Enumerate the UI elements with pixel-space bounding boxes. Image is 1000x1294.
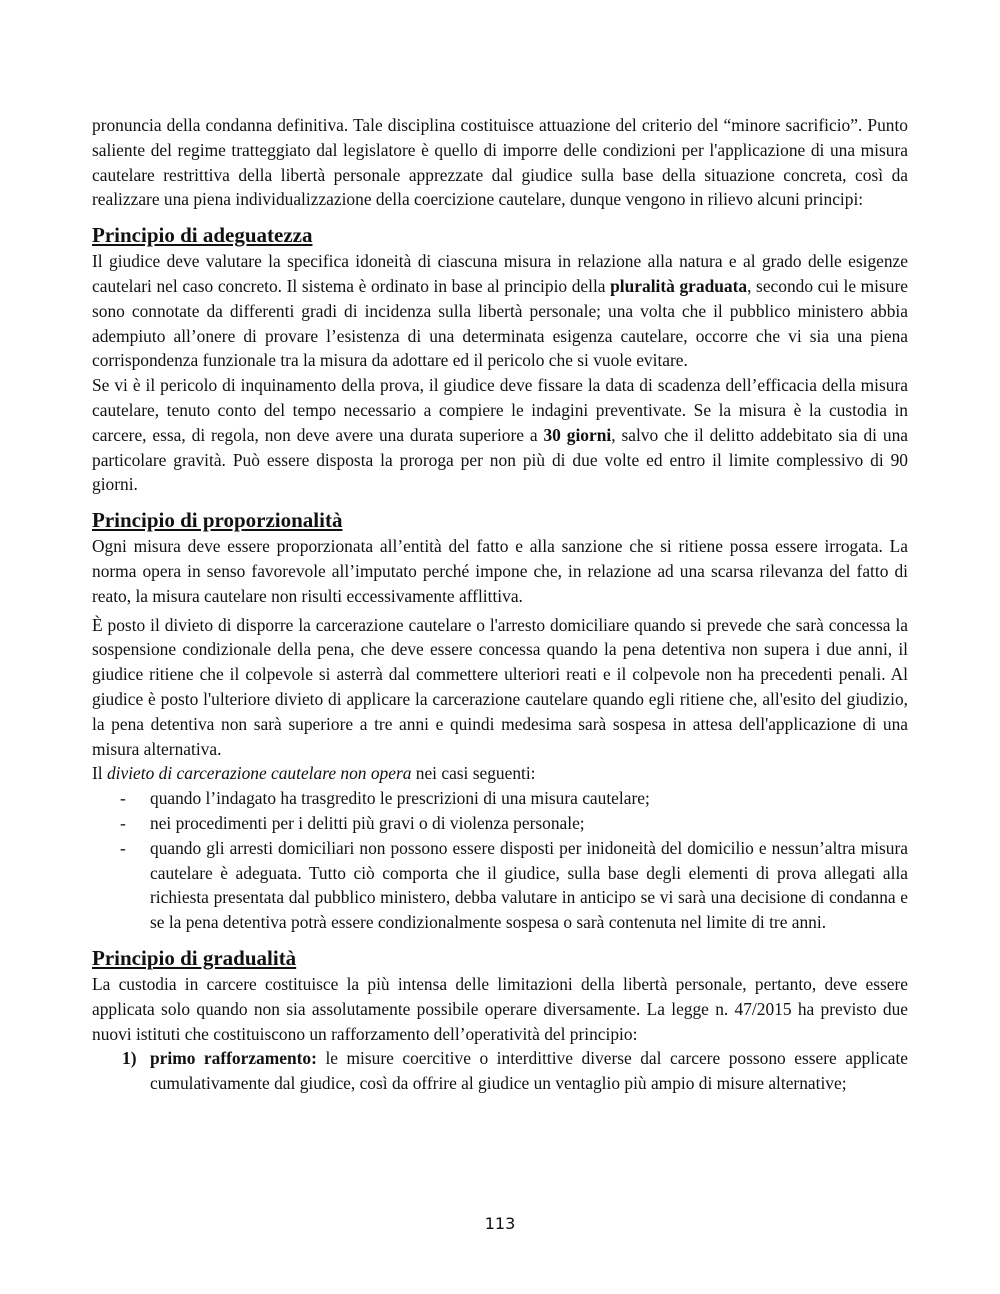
- list-item: - quando gli arresti domiciliari non possono essere disposti per inidoneità del domicilio e nessun’altra misura cautelare è adeguata. Tutto ciò comporta che il giudice, sulla base degli elementi di prova allegati alla richiesta presentata dal pubblico ministero, debba valutare in anticipo se vi sarà una decisione di condanna e se la pena detentiva potrà essere condizionalmente sospesa o sarà contenuta nel limite di tre anni.: [120, 837, 908, 933]
- dash-marker: -: [120, 788, 126, 809]
- bold-30-giorni: 30 giorni: [543, 424, 612, 445]
- proporzionalita-paragraph-2: È posto il divieto di disporre la carcerazione cautelare o l'arresto domiciliare quando si prevede che sarà concessa la sospensione condizionale della pena, che deve essere concessa quando la pena detentiva non supera i due anni, il giudice ritiene che il colpevole si asterrà dal commettere ulteriori reati e il colpevole non ha precedenti penali. Al giudice è posto l'ulteriore divieto di applicare la carcerazione cautelare quando egli ritiene che, all'esito del giudizio, la pena detentiva non sarà superiore a tre anni e quindi medesima sarà sospesa in attesa dell'applicazione di una misura alternativa.: [92, 614, 908, 759]
- bold-pluralita-graduata: pluralità graduata: [610, 275, 748, 296]
- rafforzamenti-list: [92, 1046, 908, 1096]
- document-page: [92, 113, 908, 1096]
- intro-paragraph: pronuncia della condanna definitiva. Tale disciplina costituisce attuazione del criterio del “minore sacrificio”. Punto saliente del regime tratteggiato dal legislatore è quello di imporre delle condizioni per l'applicazione di una misura cautelare restrittiva della libertà personale apprezzate dal giudice sulla base della situazione concreta, così da realizzare una piena individualizzazione della coercizione cautelare, dunque vengono in rilievo alcuni principi:: [92, 115, 908, 210]
- proporzionalita-paragraph-3: Il divieto di carcerazione cautelare non opera nei casi seguenti:: [92, 763, 536, 784]
- heading-adeguatezza: Principio di adeguatezza: [92, 223, 313, 248]
- proporzionalita-paragraph-1: Ogni misura deve essere proporzionata all’entità del fatto e alla sanzione che si ritiene possa essere irrogata. La norma opera in senso favorevole all’imputato perché impone che, in relazione ad una scarsa rilevanza del fatto di reato, la misura cautelare non risulti eccessivamente afflittiva.: [92, 536, 908, 606]
- heading-proporzionalita: Principio di proporzionalità: [92, 508, 343, 533]
- bold-primo-rafforzamento: primo rafforzamento:: [150, 1048, 317, 1069]
- heading-gradualita: Principio di gradualità: [92, 945, 297, 970]
- gradualita-paragraph-1: La custodia in carcere costituisce la più intensa delle limitazioni della libertà personale, pertanto, deve essere applicata solo quando non sia assolutamente possibile operare diversamente. La legge n. 47/2015 ha previsto due nuovi istituti che costituiscono un rafforzamento dell’operatività del principio:: [92, 973, 908, 1044]
- italic-divieto: divieto di carcerazione cautelare non opera: [106, 763, 412, 784]
- dash-marker: -: [120, 812, 126, 833]
- list-item: - nei procedimenti per i delitti più gravi o di violenza personale;: [92, 811, 908, 836]
- list-item: - quando l’indagato ha trasgredito le prescrizioni di una misura cautelare;: [92, 786, 908, 811]
- eccezioni-list: [92, 786, 908, 935]
- list-item: 1) primo rafforzamento: le misure coercitive o interdittive diverse dal carcere possono essere applicate cumulativamente dal giudice, così da offrire al giudice un ventaglio più ampio di misure alternative;: [122, 1048, 909, 1094]
- number-marker: 1): [122, 1048, 137, 1069]
- page-number: 113: [484, 1214, 516, 1233]
- dash-marker: -: [120, 837, 126, 858]
- adeguatezza-paragraph-2: Se vi è il pericolo di inquinamento della prova, il giudice deve fissare la data di scadenza dell’efficacia della misura cautelare, tenuto conto del tempo necessario a compiere le indagini preventivate. Se la misura è la custodia in carcere, essa, di regola, non deve avere una durata superiore a 30 giorni, salvo che il delitto addebitato sia di una particolare gravità. Può essere disposta la proroga per non più di due volte ed entro il limite complessivo di 90 giorni.: [92, 375, 908, 495]
- adeguatezza-paragraph-1: Il giudice deve valutare la specifica idoneità di ciascuna misura in relazione alla natura e al grado delle esigenze cautelari nel caso concreto. Il sistema è ordinato in base al principio della pluralità graduata, secondo cui le misure sono connotate da differenti gradi di incidenza sulla libertà personale; una volta che il pubblico ministero abbia adempiuto all’onere di provare l’esistenza di una determinata esigenza cautelare, occorre che vi sia una piena corrispondenza funzionale tra la misura da adottare ed il pericolo che si vuole evitare.: [92, 251, 908, 371]
